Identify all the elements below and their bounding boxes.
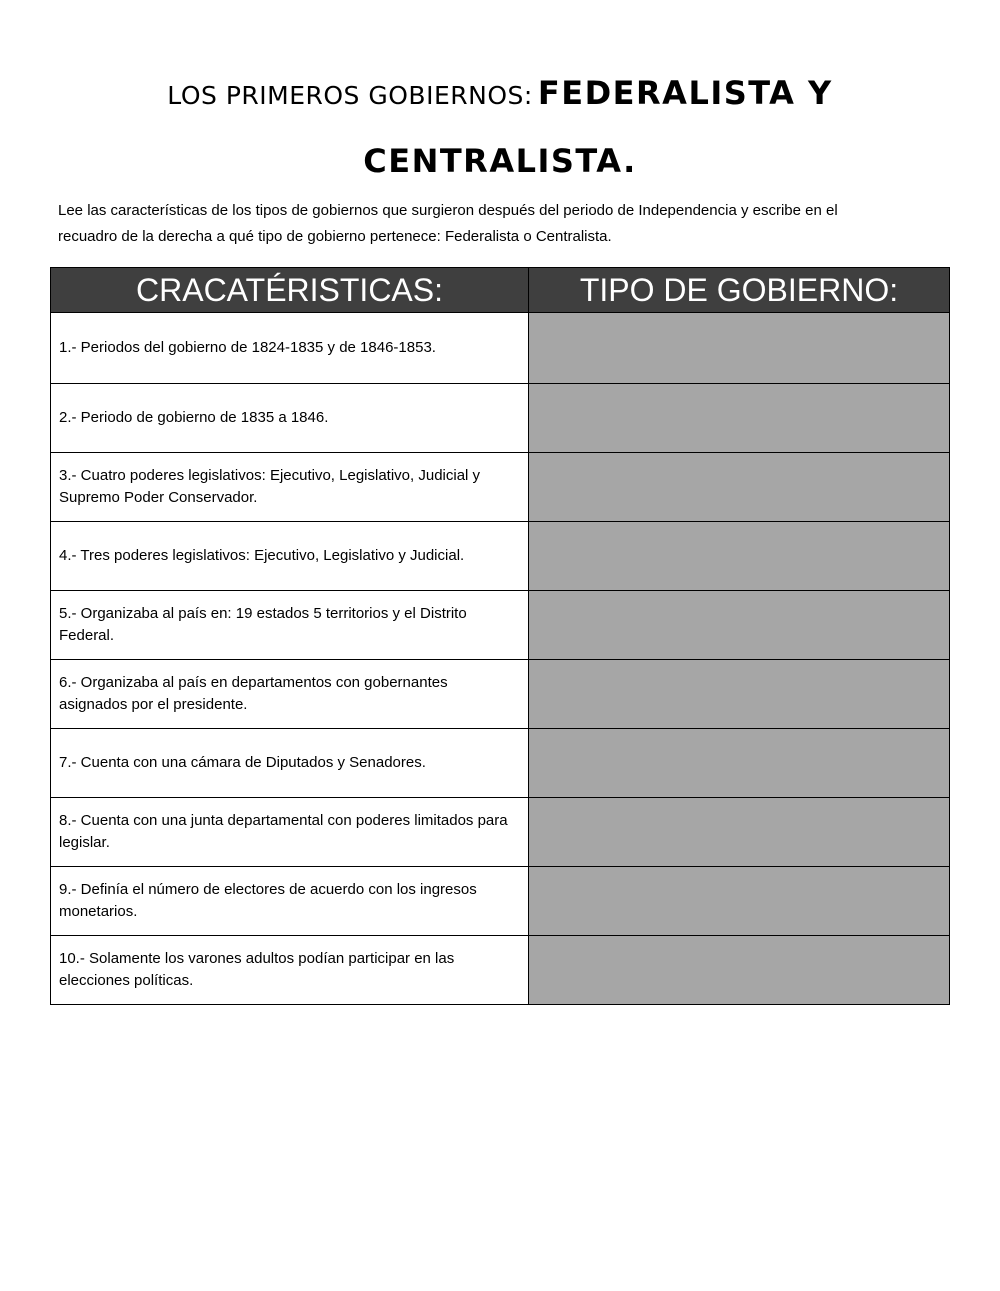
worksheet-table: [50, 267, 950, 1005]
table-row: [51, 384, 950, 453]
answer-box[interactable]: [529, 591, 950, 660]
title-prefix: LOS PRIMEROS GOBIERNOS:: [167, 81, 533, 110]
answer-box[interactable]: [529, 729, 950, 798]
characteristic-text: 4.- Tres poderes legislativos: Ejecutivo, Legislativo y Judicial.: [51, 522, 529, 591]
table-row: [51, 936, 950, 1005]
characteristic-text: 3.- Cuatro poderes legislativos: Ejecutivo, Legislativo, Judicial y Supremo Poder Conservador.: [51, 453, 529, 522]
table-row: [51, 591, 950, 660]
table-header-row: [51, 268, 950, 313]
instructions-line-2: recuadro de la derecha a qué tipo de gobierno pertenece: Federalista o Centralista.: [58, 228, 612, 245]
page-title: [60, 62, 940, 198]
header-characteristics: CRACATÉRISTICAS:: [51, 268, 529, 313]
answer-box[interactable]: [529, 384, 950, 453]
instructions-line-1: Lee las características de los tipos de gobiernos que surgieron después del periodo de Independencia y escribe en el: [58, 202, 838, 219]
answer-box[interactable]: [529, 867, 950, 936]
characteristic-text: 8.- Cuenta con una junta departamental con poderes limitados para legislar.: [51, 798, 529, 867]
title-federalista: FEDERALISTA Y: [537, 74, 833, 112]
characteristic-text: 6.- Organizaba al país en departamentos con gobernantes asignados por el presidente.: [51, 660, 529, 729]
table-row: [51, 453, 950, 522]
table-row: [51, 660, 950, 729]
table-row: [51, 522, 950, 591]
answer-box[interactable]: [529, 660, 950, 729]
table-row: [51, 313, 950, 384]
answer-box[interactable]: [529, 522, 950, 591]
answer-box[interactable]: [529, 313, 950, 384]
instructions: [58, 198, 948, 250]
answer-box[interactable]: [529, 453, 950, 522]
header-government-type: TIPO DE GOBIERNO:: [529, 268, 950, 313]
characteristic-text: 7.- Cuenta con una cámara de Diputados y Senadores.: [51, 729, 529, 798]
table-row: [51, 867, 950, 936]
characteristic-text: 2.- Periodo de gobierno de 1835 a 1846.: [51, 384, 529, 453]
characteristic-text: 10.- Solamente los varones adultos podían participar en las elecciones políticas.: [51, 936, 529, 1005]
characteristic-text: 1.- Periodos del gobierno de 1824-1835 y de 1846-1853.: [51, 313, 529, 384]
characteristic-text: 5.- Organizaba al país en: 19 estados 5 territorios y el Distrito Federal.: [51, 591, 529, 660]
table-row: [51, 729, 950, 798]
answer-box[interactable]: [529, 798, 950, 867]
table-row: [51, 798, 950, 867]
characteristic-text: 9.- Definía el número de electores de acuerdo con los ingresos monetarios.: [51, 867, 529, 936]
title-centralista: CENTRALISTA.: [363, 142, 637, 180]
answer-box[interactable]: [529, 936, 950, 1005]
